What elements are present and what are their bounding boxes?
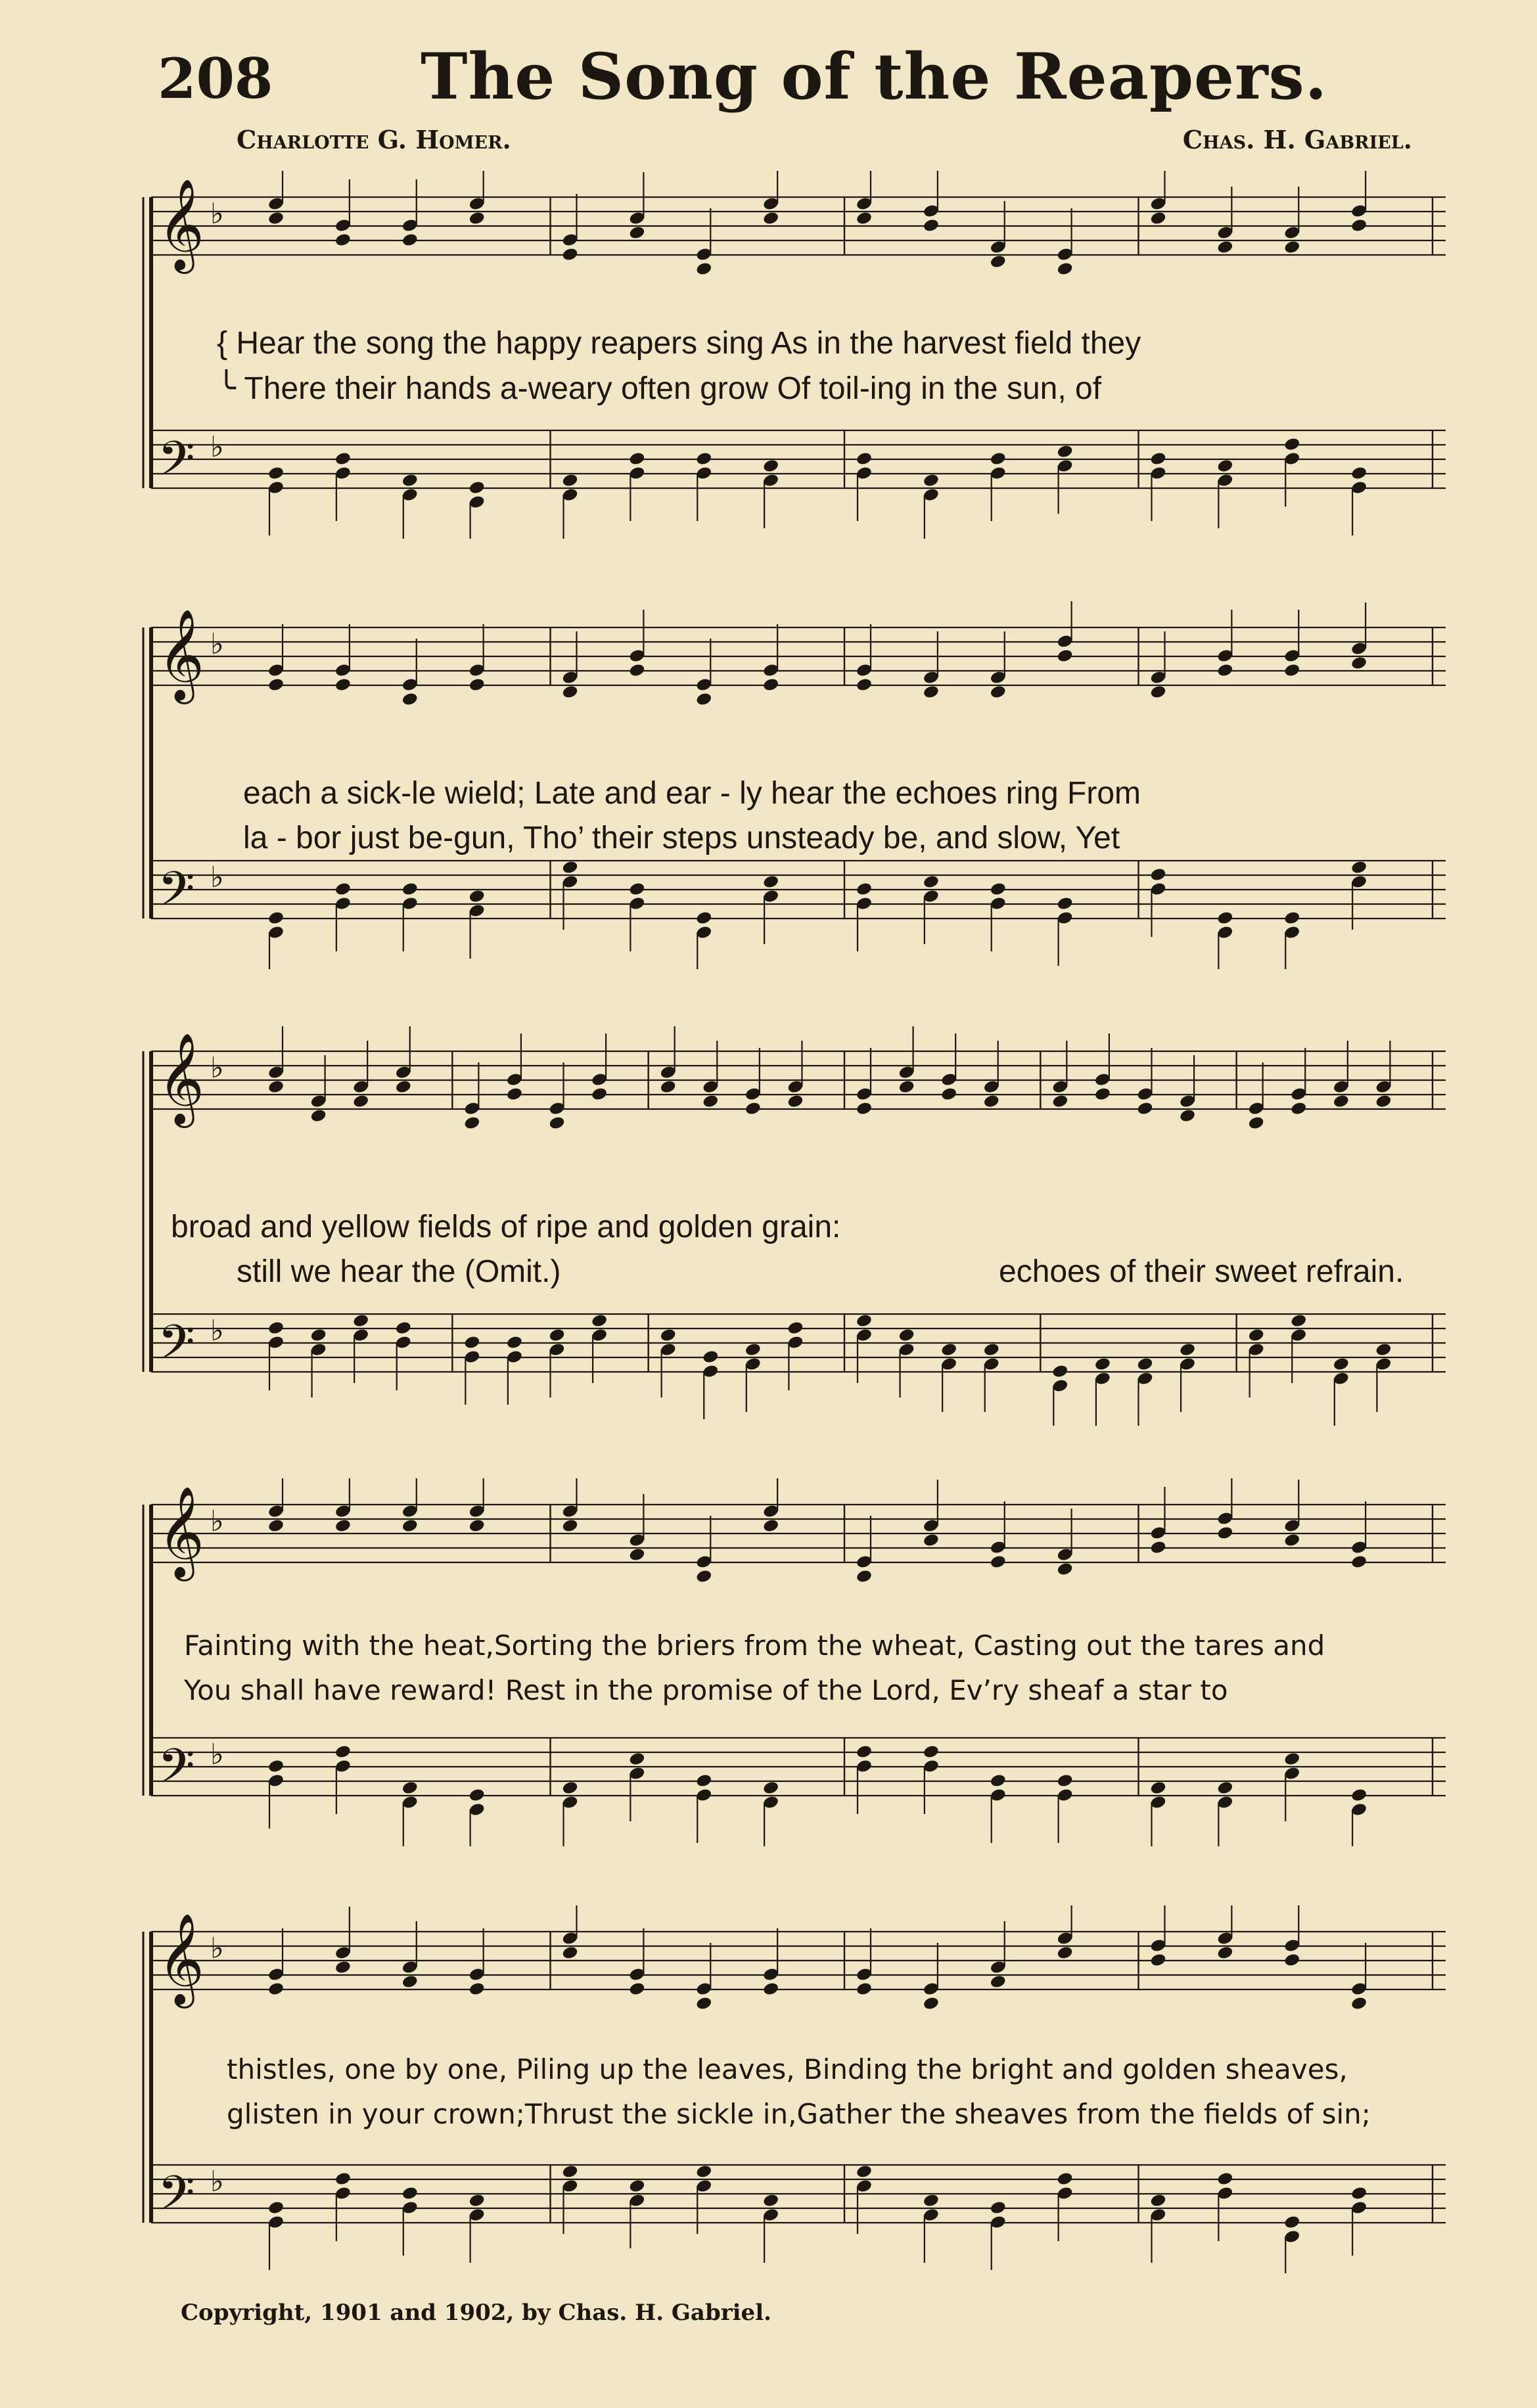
note-head [1333, 1357, 1350, 1372]
note-head [695, 451, 712, 466]
note-head [628, 1752, 645, 1767]
lyricist: Charlotte G. Homer. [237, 125, 511, 154]
note-head [401, 1518, 419, 1533]
note-head [1216, 459, 1233, 474]
note-head [1136, 1357, 1153, 1372]
note-head [469, 480, 486, 495]
note-head [591, 1087, 608, 1102]
note-head [762, 1982, 779, 1997]
note-head [660, 1079, 677, 1095]
note-head [990, 2200, 1007, 2215]
treble-staff [151, 627, 1446, 685]
note-head [923, 1533, 940, 1548]
note-head [561, 860, 578, 875]
note-head [334, 882, 352, 897]
note-head [695, 1569, 712, 1584]
note-head [1057, 1945, 1074, 1961]
note-head [401, 2186, 419, 2201]
treble-staff [151, 1932, 1446, 1989]
note-head [923, 1744, 940, 1760]
note-head [401, 1974, 419, 1989]
note-head [334, 451, 352, 466]
note-head [990, 254, 1007, 269]
note-head [923, 875, 940, 890]
note-head [469, 889, 486, 904]
bass-clef-icon: 𝄢 [158, 2165, 195, 2233]
note-head [628, 451, 645, 466]
note-head [660, 1328, 677, 1343]
lyric-line-verse-2: la - bor just be-gun, Tho’ their steps unsteady be, and slow, Yet [243, 821, 1120, 855]
note-head [469, 2193, 486, 2208]
note-head [469, 1518, 486, 1533]
note-head [628, 882, 645, 897]
note-head [856, 1982, 873, 1997]
note-head [1136, 1101, 1153, 1116]
note-head [628, 1982, 645, 1997]
note-head [923, 1996, 940, 2011]
flat-icon: ♭ [210, 1932, 224, 1965]
note-head [469, 1982, 486, 1997]
note-head [898, 1079, 915, 1095]
lyric-line-verse-1: broad and yellow fields of ripe and golden grain: [171, 1210, 841, 1244]
note-head [352, 1094, 369, 1109]
note-head [1149, 211, 1166, 226]
music-system-1 [138, 171, 1451, 539]
note-head [1283, 1533, 1300, 1548]
note-head [1057, 1773, 1074, 1788]
note-head [856, 1744, 873, 1760]
note-head [1350, 656, 1367, 671]
note-head [702, 1094, 719, 1109]
note-head [1216, 1945, 1233, 1961]
flat-icon: ♭ [210, 197, 224, 231]
note-head [1248, 1328, 1265, 1343]
note-head [267, 1982, 285, 1997]
flat-icon: ♭ [210, 2165, 224, 2198]
note-head [1350, 2186, 1367, 2201]
note-head [695, 692, 712, 707]
note-head [561, 473, 578, 488]
note-head [561, 685, 578, 700]
bass-clef-icon: 𝄢 [158, 430, 195, 498]
page-header [0, 39, 1537, 118]
note-head [561, 1781, 578, 1796]
treble-clef-icon: 𝄞 [158, 1913, 204, 2005]
note-head [1149, 867, 1166, 882]
note-head [695, 2164, 712, 2179]
note-head [352, 1313, 369, 1329]
flat-icon: ♭ [210, 1505, 224, 1538]
flat-icon: ♭ [210, 1314, 224, 1348]
flat-icon: ♭ [210, 627, 224, 661]
treble-clef-icon: 𝄞 [158, 609, 204, 700]
note-head [561, 1945, 578, 1961]
hymn-title: The Song of the Reapers. [421, 39, 1328, 114]
note-head [1057, 648, 1074, 664]
note-head [1179, 1342, 1196, 1357]
note-head [401, 882, 419, 897]
note-head [267, 1079, 285, 1095]
note-head [695, 1773, 712, 1788]
flat-icon: ♭ [210, 861, 224, 894]
music-system-4 [138, 1478, 1451, 1846]
note-head [1290, 1101, 1307, 1116]
credits [0, 125, 1537, 158]
note-head [1216, 2171, 1233, 2187]
note-head [334, 1960, 352, 1975]
flat-icon: ♭ [210, 430, 224, 464]
note-head [1216, 240, 1233, 255]
note-head [1283, 2215, 1300, 2230]
note-head [628, 2179, 645, 2194]
treble-clef-icon: 𝄞 [158, 1033, 204, 1124]
note-head [1248, 1116, 1265, 1131]
lyric-line-verse-1: Fainting with the heat,Sorting the briers from the wheat, Casting out the tares and [184, 1629, 1325, 1662]
note-head [1283, 1953, 1300, 1968]
note-head [762, 211, 779, 226]
note-head [395, 1079, 412, 1095]
flat-icon: ♭ [210, 1051, 224, 1085]
note-head [1149, 451, 1166, 466]
note-head [787, 1321, 804, 1336]
note-head [1057, 444, 1074, 459]
note-head [1283, 1752, 1300, 1767]
note-head [1350, 466, 1367, 481]
lyric-line-verse-2: ╰ There their hands a-weary often grow Of toil-ing in the sun, of [217, 371, 1102, 406]
note-head [990, 1555, 1007, 1570]
lyric-line-verse-2: You shall have reward! Rest in the promise of the Lord, Ev’ry sheaf a star to [184, 1674, 1228, 1706]
staff-notation [138, 1478, 1451, 1846]
note-head [267, 911, 285, 926]
treble-clef-icon: 𝄞 [158, 179, 204, 270]
note-head [334, 233, 352, 248]
note-head [1350, 1555, 1367, 1570]
note-head [628, 663, 645, 678]
lyric-line-verse-1: { Hear the song the happy reapers sing As in the harvest field they [217, 326, 1141, 361]
note-head [334, 1518, 352, 1533]
note-head [745, 1101, 762, 1116]
copyright-notice: Copyright, 1901 and 1902, by Chas. H. Gabriel. [181, 2300, 771, 2326]
note-head [1283, 240, 1300, 255]
note-head [898, 1328, 915, 1343]
note-head [702, 1350, 719, 1365]
note-head [856, 451, 873, 466]
note-head [463, 1116, 480, 1131]
note-head [856, 2164, 873, 2179]
note-head [990, 1974, 1007, 1989]
note-head [334, 2171, 352, 2187]
note-head [1216, 1781, 1233, 1796]
note-head [1350, 1788, 1367, 1803]
note-head [990, 882, 1007, 897]
note-head [267, 211, 285, 226]
composer: Chas. H. Gabriel. [1182, 125, 1412, 154]
note-head [856, 1313, 873, 1329]
note-head [267, 1321, 285, 1336]
note-head [1057, 2171, 1074, 2187]
music-system-3 [138, 1025, 1451, 1426]
note-head [1350, 218, 1367, 233]
note-head [395, 1321, 412, 1336]
note-head [1350, 1996, 1367, 2011]
note-head [628, 1547, 645, 1562]
note-head [856, 1101, 873, 1116]
lyric-line-verse-1: each a sick-le wield; Late and ear - ly hear the echoes ring From [243, 776, 1141, 811]
note-head [1283, 437, 1300, 452]
note-head [1149, 1953, 1166, 1968]
note-head [310, 1328, 327, 1343]
note-head [923, 218, 940, 233]
note-head [1094, 1357, 1111, 1372]
note-head [267, 1518, 285, 1533]
note-head [856, 211, 873, 226]
note-head [1216, 911, 1233, 926]
note-head [983, 1094, 1000, 1109]
note-head [561, 247, 578, 262]
note-head [1057, 1562, 1074, 1577]
note-head [1051, 1364, 1068, 1379]
note-head [628, 225, 645, 240]
note-head [310, 1108, 327, 1124]
note-head [1149, 1781, 1166, 1796]
note-head [401, 233, 419, 248]
note-head [856, 677, 873, 693]
note-head [463, 1335, 480, 1350]
bass-clef-icon: 𝄢 [158, 1314, 195, 1382]
note-head [762, 2193, 779, 2208]
note-head [548, 1328, 565, 1343]
note-head [695, 1996, 712, 2011]
note-head [856, 1569, 873, 1584]
lyric-line-verse-1: thistles, one by one, Piling up the leaves, Binding the bright and golden sheaves, [227, 2053, 1348, 2085]
note-head [561, 1518, 578, 1533]
note-head [990, 1773, 1007, 1788]
note-head [1057, 896, 1074, 911]
note-head [548, 1116, 565, 1131]
note-head [469, 211, 486, 226]
note-head [940, 1087, 957, 1102]
note-head [1350, 860, 1367, 875]
note-head [695, 261, 712, 277]
note-head [1094, 1087, 1111, 1102]
note-head [940, 1342, 957, 1357]
lyric-line-verse-2: still we hear the (Omit.) [237, 1254, 561, 1289]
note-head [762, 875, 779, 890]
bass-clef-icon: 𝄢 [158, 861, 195, 928]
page-number: 208 [158, 46, 273, 111]
note-head [923, 685, 940, 700]
note-head [334, 1744, 352, 1760]
note-head [745, 1342, 762, 1357]
note-head [561, 2164, 578, 2179]
note-head [506, 1087, 523, 1102]
note-head [1216, 663, 1233, 678]
note-head [1283, 663, 1300, 678]
note-head [1283, 911, 1300, 926]
flat-icon: ♭ [210, 1738, 224, 1771]
note-head [762, 459, 779, 474]
note-head [762, 1781, 779, 1796]
note-head [1333, 1094, 1350, 1109]
music-system-2 [138, 601, 1451, 969]
refrain-lyric: echoes of their sweet refrain. [999, 1254, 1404, 1289]
note-head [1149, 685, 1166, 700]
note-head [856, 882, 873, 897]
note-head [1149, 2193, 1166, 2208]
note-head [762, 1518, 779, 1533]
note-head [267, 1759, 285, 1774]
lyric-line-verse-2: glisten in your crown;Thrust the sickle in,Gather the sheaves from the fields of sin; [227, 2098, 1371, 2130]
note-head [762, 677, 779, 693]
note-head [1179, 1108, 1196, 1124]
note-head [1216, 1526, 1233, 1541]
note-head [1375, 1094, 1392, 1109]
music-system-5 [138, 1905, 1451, 2273]
note-head [923, 473, 940, 488]
note-head [591, 1313, 608, 1329]
note-head [469, 1788, 486, 1803]
note-head [1149, 1540, 1166, 1555]
note-head [1375, 1342, 1392, 1357]
note-head [990, 451, 1007, 466]
note-head [923, 2193, 940, 2208]
note-head [334, 677, 352, 693]
note-head [401, 473, 419, 488]
note-head [1290, 1313, 1307, 1329]
note-head [401, 1781, 419, 1796]
note-head [1051, 1094, 1068, 1109]
note-head [787, 1094, 804, 1109]
note-head [267, 677, 285, 693]
note-head [983, 1342, 1000, 1357]
staff-notation [138, 1905, 1451, 2273]
note-head [401, 692, 419, 707]
bass-clef-icon: 𝄢 [158, 1738, 195, 1806]
note-head [990, 685, 1007, 700]
note-head [469, 677, 486, 693]
note-head [267, 2200, 285, 2215]
note-head [506, 1335, 523, 1350]
note-head [695, 911, 712, 926]
note-head [1057, 261, 1074, 277]
treble-clef-icon: 𝄞 [158, 1486, 204, 1578]
note-head [267, 466, 285, 481]
